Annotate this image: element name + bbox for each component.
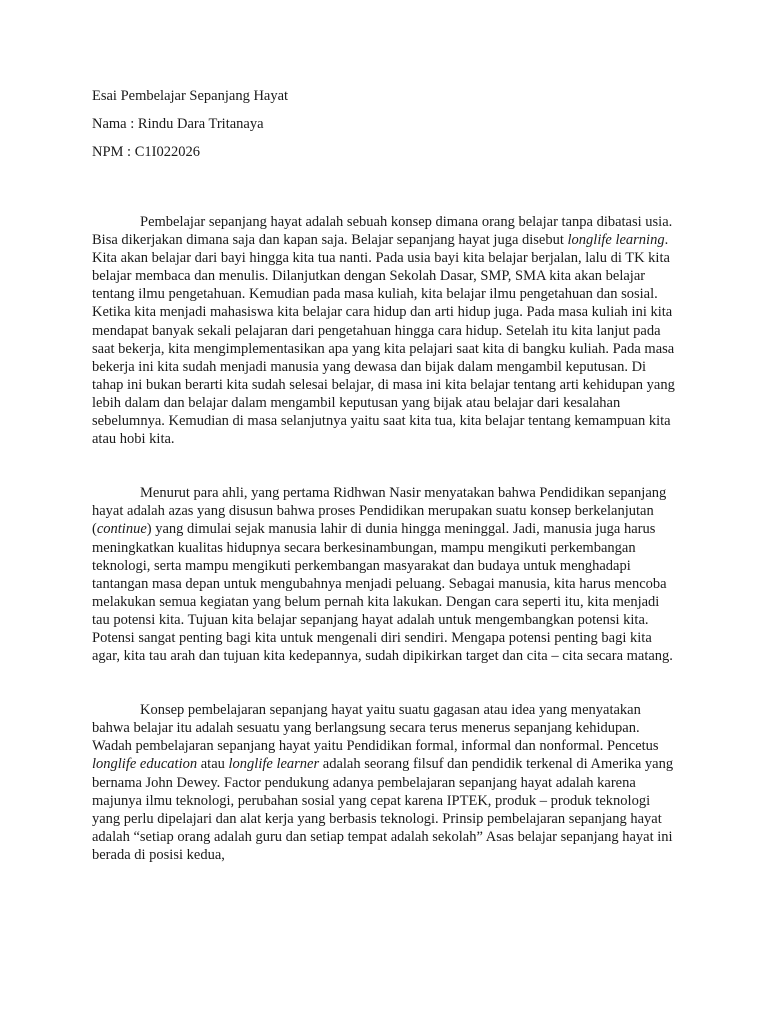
document-header [92, 88, 678, 161]
italic-term: continue [96, 521, 147, 538]
author-name: Nama : Rindu Dara Tritanaya [92, 116, 264, 132]
text-run: Konsep pembelajaran sepanjang hayat yaitu suatu gagasan atau idea yang menyatakan bahwa belajar itu adalah sesuatu yang berlangsung secara terus menerus sepanjang kehidupan. Wadah pembelajaran sepanjang hayat yaitu Pendidikan formal, informal dan nonformal. Pencetus [92, 702, 659, 755]
text-run: Menurut para ahli, yang pertama Ridhwan Nasir menyatakan bahwa Pendidikan sepanjang hayat adalah azas yang disusun bahwa proses Pendidikan merupakan suatu konsep berkelanjutan ( [92, 485, 667, 538]
italic-term: longlife learner [228, 756, 320, 773]
italic-term: longlife learning [567, 232, 665, 249]
italic-term: longlife education [92, 756, 198, 773]
document-title: Esai Pembelajar Sepanjang Hayat [92, 88, 289, 104]
paragraph-3 [92, 701, 678, 864]
text-run: . Kita akan belajar dari bayi hingga kita tua nanti. Pada usia bayi kita belajar berjalan, lalu di TK kita belajar membaca dan menulis. Dilanjutkan dengan Sekolah Dasar, SMP, SMA kita akan belajar tentang ilmu pengetahuan. Kemudian pada masa kuliah, kita belajar ilmu pengetahuan dan sosial. Ketika kita menjadi mahasiswa kita belajar cara hidup dan arti hidup juga. Pada masa kuliah ini kita mendapat banyak sekali pelajaran dari pengetahuan hingga cara hidup. Setelah itu kita lanjut pada saat bekerja, kita mengimplementasikan apa yang kita pelajari saat kita di bangku kuliah. Pada masa bekerja ini kita sudah menjadi manusia yang dewasa dan bijak dalam mengambil keputusan. Di tahap ini bukan berarti kita sudah selesai belajar, di masa ini kita belajar tentang arti kehidupan yang lebih dalam dan belajar dalam mengambil keputusan yang bijak atau belajar dari kesalahan sebelumnya. Kemudian di masa selanjutnya yaitu saat kita tua, kita belajar tentang kemampuan kita atau hobi kita. [92, 232, 675, 448]
text-run: atau [197, 756, 229, 773]
text-run: Pembelajar sepanjang hayat adalah sebuah konsep dimana orang belajar tanpa dibatasi usia. Bisa dikerjakan dimana saja dan kapan saja. Belajar sepanjang hayat juga disebut [92, 214, 673, 249]
student-id: NPM : C1I022026 [92, 144, 200, 160]
text-run: adalah seorang filsuf dan pendidik terkenal di Amerika yang bernama John Dewey. Factor pendukung adanya pembelajaran sepanjang hayat adalah karena majunya ilmu teknologi, perubahan sosial yang cepat karena IPTEK, produk – produk teknologi yang perlu dipelajari dan alat kerja yang berbasis teknologi. Prinsip pembelajaran sepanjang hayat adalah “setiap orang adalah guru dan setiap tempat adalah sekolah” Asas belajar sepanjang hayat ini berada di posisi kedua, [92, 756, 674, 863]
paragraph-2 [92, 484, 678, 665]
text-run: ) yang dimulai sejak manusia lahir di dunia hingga meninggal. Jadi, manusia juga harus meningkatkan kualitas hidupnya secara berkesinambungan, mampu mengikuti perkembangan teknologi, serta mampu mengikuti perkembangan masyarakat dan budaya untuk menghadapi tantangan masa depan untuk mengubahnya menjadi peluang. Sebagai manusia, kita harus mencoba melakukan semua kegiatan yang belum pernah kita lakukan. Dengan cara seperti itu, kita menjadi tau potensi kita. Tujuan kita belajar sepanjang hayat adalah untuk mengembangkan potensi kita. Potensi sangat penting bagi kita untuk mengenali diri sendiri. Mengapa potensi penting bagi kita agar, kita tau arah dan tujuan kita kedepannya, sudah dipikirkan target dan cita – cita secara matang. [92, 521, 673, 665]
paragraph-1 [92, 213, 678, 448]
